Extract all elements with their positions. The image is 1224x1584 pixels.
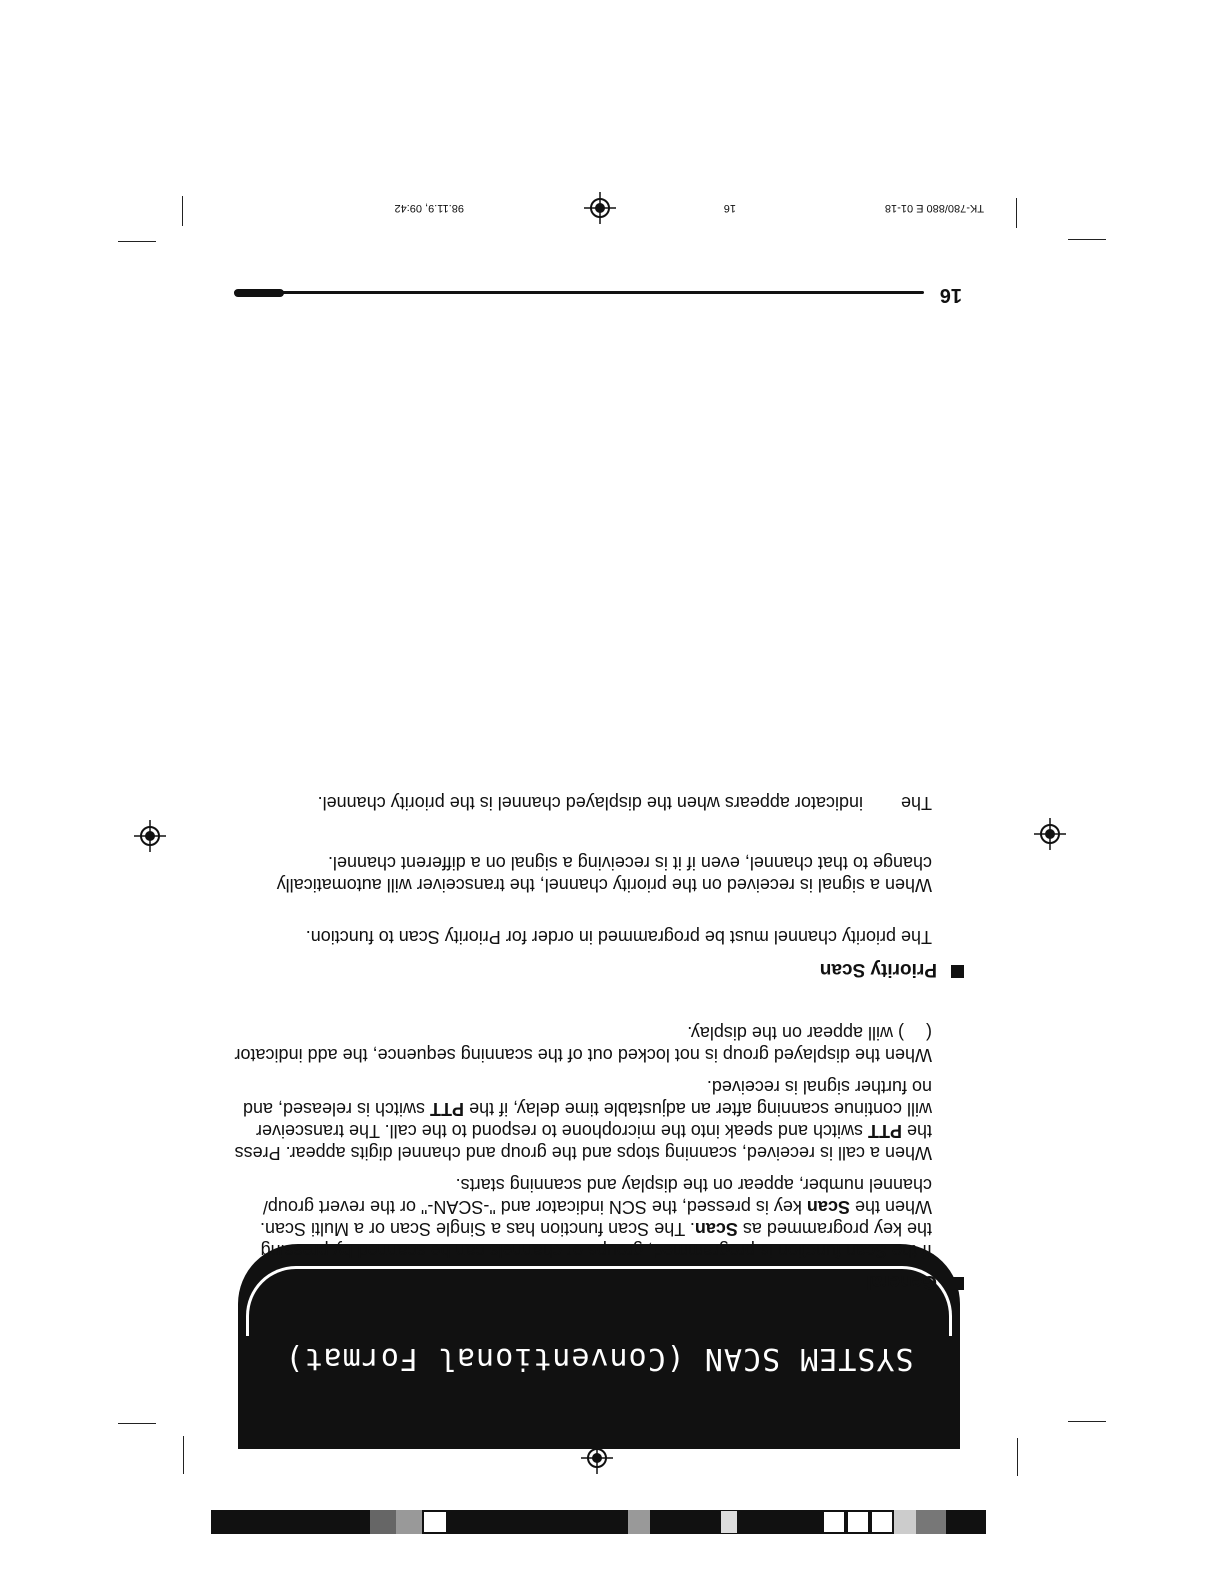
color-swatch	[650, 1510, 720, 1534]
color-swatch	[946, 1510, 986, 1534]
general-paragraph-3	[232, 1022, 932, 1066]
text-run: ) will appear on the display.	[687, 1023, 904, 1043]
footer-page: 16	[723, 202, 736, 214]
key-label: Scan	[694, 1219, 738, 1239]
text-run: If the Scan function is programmed, groups or channels can be scanned by pressing the key programmed as	[260, 1219, 932, 1261]
footer-rule	[234, 291, 924, 294]
priority-paragraph-3	[232, 792, 932, 814]
square-bullet-icon	[951, 1277, 964, 1290]
page-title: SYSTEM SCAN (Conventional Format)	[284, 1341, 914, 1376]
color-swatch	[846, 1510, 870, 1534]
registration-mark-icon	[584, 192, 616, 224]
text-run: switch is released, and no further signal is received.	[242, 1077, 932, 1119]
footer-file-id: TK-780/880 E 01-18	[884, 202, 984, 214]
text-run: indicator appears when the displayed channel is the priority channel.	[317, 793, 863, 813]
key-label: PTT	[867, 1121, 902, 1141]
section-heading-priority-scan	[820, 958, 964, 980]
text-run: switch and speak into the microphone to respond to the call. The transceiver will continue scanning after an adjustable time delay, if the	[255, 1099, 932, 1141]
color-swatch	[916, 1510, 946, 1534]
color-swatch	[211, 1510, 370, 1534]
crop-mark	[1068, 239, 1106, 240]
priority-paragraph-1: The priority channel must be programmed in order for Priority Scan to function.	[305, 927, 932, 947]
crop-mark	[182, 196, 183, 226]
page-number: 16	[939, 284, 962, 306]
crop-mark	[1016, 198, 1017, 228]
text-run: key is pressed, the SCN indicator and "-SCAN-" or the revert group/ channel number, appear on the display and scanning starts.	[262, 1175, 932, 1217]
section-banner-outline	[246, 1266, 952, 1336]
crop-mark	[183, 1436, 184, 1474]
crop-mark	[118, 1423, 156, 1424]
text-run: When the displayed group is not locked out of the scanning sequence, the add indicator (	[234, 1023, 932, 1065]
footer-date: 98.11.9, 09:42	[394, 202, 464, 214]
color-swatch	[370, 1510, 396, 1534]
color-swatch	[396, 1510, 422, 1534]
color-swatch	[448, 1510, 628, 1534]
general-paragraph-1	[232, 1174, 932, 1262]
priority-paragraph-2: When a signal is received on the priority channel, the transceiver will automatically change to that channel, even if it is receiving a signal on a different channel.	[276, 853, 932, 895]
square-bullet-icon	[951, 965, 964, 978]
section-heading-general	[866, 1270, 964, 1292]
color-calibration-bar	[211, 1510, 986, 1534]
color-swatch	[822, 1510, 846, 1534]
general-paragraph-2	[232, 1076, 932, 1164]
color-swatch	[738, 1510, 822, 1534]
crop-mark	[1017, 1438, 1018, 1476]
footer-rule-end	[234, 289, 284, 297]
color-swatch	[422, 1510, 448, 1534]
key-label: PTT	[430, 1099, 465, 1119]
color-swatch	[894, 1510, 916, 1534]
text-run: . The Scan function has a Single Scan or a Multi Scan. When the	[259, 1197, 932, 1239]
crop-mark	[118, 241, 156, 242]
color-swatch	[628, 1510, 650, 1534]
section-heading-text: General	[866, 1271, 937, 1292]
registration-mark-icon	[1034, 818, 1066, 850]
color-swatch	[870, 1510, 894, 1534]
registration-mark-icon	[134, 820, 166, 852]
section-heading-text: Priority Scan	[819, 959, 937, 980]
crop-mark	[1068, 1421, 1106, 1422]
text-run: The	[900, 793, 932, 813]
key-label: Scan	[806, 1197, 850, 1217]
text-run: When a call is received, scanning stops and the group and channel digits appear. Press the	[234, 1121, 932, 1163]
color-swatch	[720, 1510, 738, 1534]
